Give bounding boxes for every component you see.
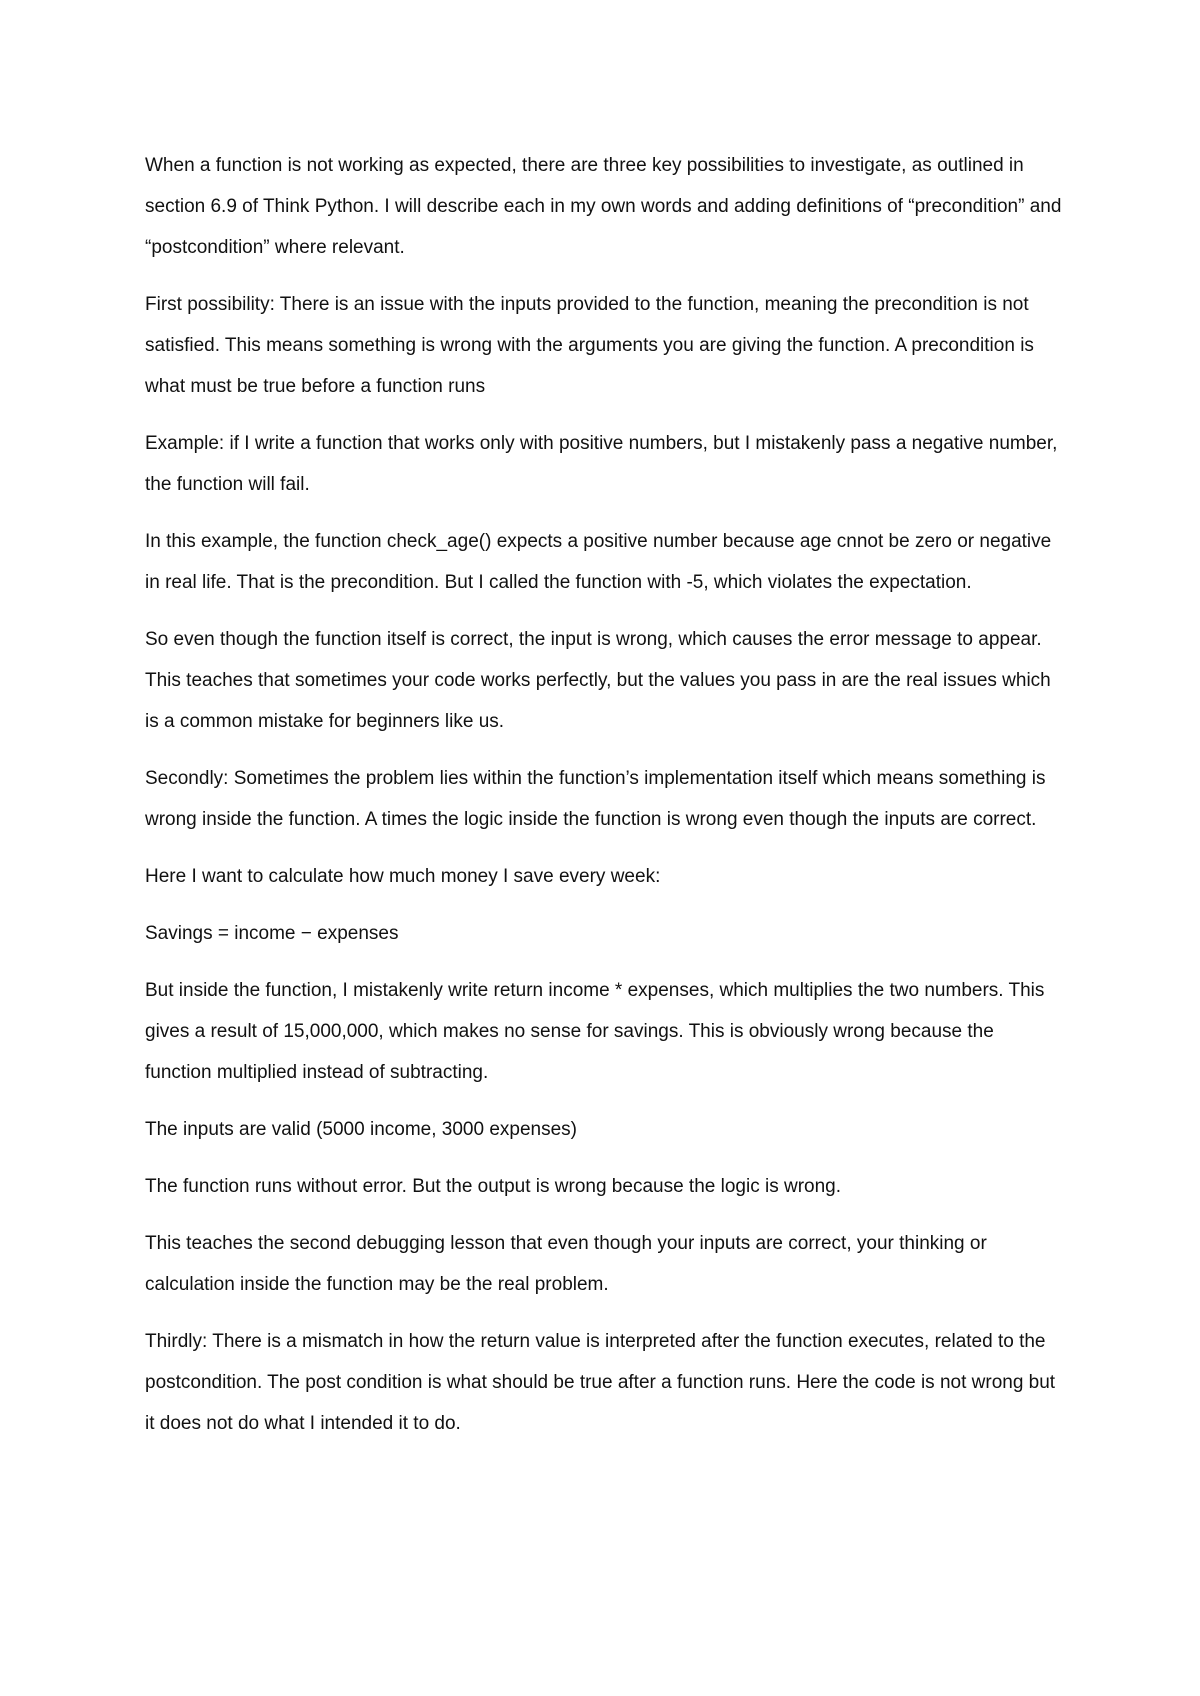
paragraph-check-age: In this example, the function check_age() expects a positive number because age cnnot be zero or negative in real life. That is the precondition. But I called the function with -5, which violates the expectation.: [145, 531, 1052, 593]
document-body: [145, 145, 1065, 1460]
paragraph-secondly: Secondly: Sometimes the problem lies within the function’s implementation itself which means something is wrong inside the function. A times the logic inside the function is wrong even though the inputs are correct.: [145, 768, 1046, 830]
paragraph-thirdly: Thirdly: There is a mismatch in how the return value is interpreted after the function executes, related to the postcondition. The post condition is what should be true after a function runs. Here the code is not wrong but it does not do what I intended it to do.: [145, 1331, 1056, 1434]
paragraph-inputs-valid: The inputs are valid (5000 income, 3000 expenses): [145, 1119, 577, 1140]
paragraph-first-possibility: First possibility: There is an issue with the inputs provided to the function, meaning the precondition is not satisfied. This means something is wrong with the arguments you are giving the function. A precondition is what must be true before a function runs: [145, 294, 1034, 397]
paragraph-second-lesson: This teaches the second debugging lesson that even though your inputs are correct, your thinking or calculation inside the function may be the real problem.: [145, 1233, 987, 1295]
paragraph-input-wrong: So even though the function itself is correct, the input is wrong, which causes the error message to appear. This teaches that sometimes your code works perfectly, but the values you pass in are the real issues which is a common mistake for beginners like us.: [145, 629, 1051, 732]
paragraph-multiply-mistake: But inside the function, I mistakenly write return income * expenses, which multiplies the two numbers. This gives a result of 15,000,000, which makes no sense for savings. This is obviously wrong because the function multiplied instead of subtracting.: [145, 980, 1045, 1083]
paragraph-savings-intro: Here I want to calculate how much money I save every week:: [145, 866, 661, 887]
paragraph-runs-without-error: The function runs without error. But the output is wrong because the logic is wrong.: [145, 1176, 841, 1197]
paragraph-intro: When a function is not working as expected, there are three key possibilities to investigate, as outlined in section 6.9 of Think Python. I will describe each in my own words and adding definitions of “precondition” and “postcondition” where relevant.: [145, 155, 1062, 258]
paragraph-example: Example: if I write a function that works only with positive numbers, but I mistakenly pass a negative number, the function will fail.: [145, 433, 1058, 495]
paragraph-savings-formula: Savings = income − expenses: [145, 923, 399, 944]
